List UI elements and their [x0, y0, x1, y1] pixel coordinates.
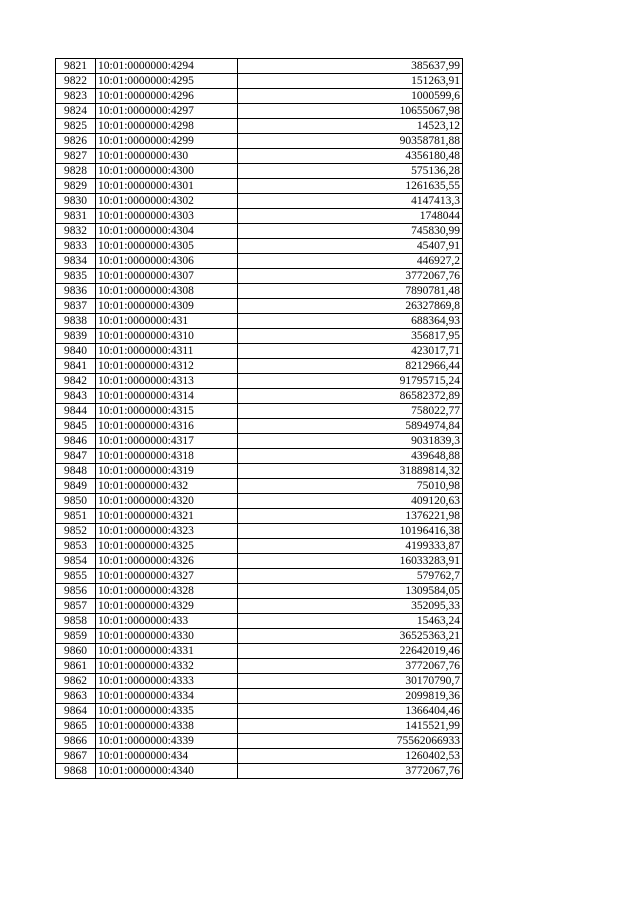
amount-cell: 446927,2 — [238, 254, 463, 269]
table-row — [56, 584, 463, 599]
table-row — [56, 239, 463, 254]
table-row — [56, 209, 463, 224]
amount-cell: 5894974,84 — [238, 419, 463, 434]
cadastral-number-cell: 10:01:0000000:4323 — [96, 524, 238, 539]
cadastral-number-cell: 10:01:0000000:4317 — [96, 434, 238, 449]
row-number-cell: 9854 — [56, 554, 96, 569]
table-row — [56, 299, 463, 314]
amount-cell: 352095,33 — [238, 599, 463, 614]
row-number-cell: 9831 — [56, 209, 96, 224]
row-number-cell: 9825 — [56, 119, 96, 134]
row-number-cell: 9853 — [56, 539, 96, 554]
cadastral-number-cell: 10:01:0000000:4299 — [96, 134, 238, 149]
cadastral-number-cell: 10:01:0000000:4309 — [96, 299, 238, 314]
table-row — [56, 509, 463, 524]
row-number-cell: 9822 — [56, 74, 96, 89]
table-row — [56, 719, 463, 734]
amount-cell: 745830,99 — [238, 224, 463, 239]
row-number-cell: 9863 — [56, 689, 96, 704]
table-row — [56, 434, 463, 449]
table-row — [56, 644, 463, 659]
row-number-cell: 9867 — [56, 749, 96, 764]
row-number-cell: 9856 — [56, 584, 96, 599]
cadastral-number-cell: 10:01:0000000:4311 — [96, 344, 238, 359]
amount-cell: 75010,98 — [238, 479, 463, 494]
table-row — [56, 74, 463, 89]
cadastral-number-cell: 10:01:0000000:4332 — [96, 659, 238, 674]
amount-cell: 1309584,05 — [238, 584, 463, 599]
ledger-table-body — [56, 59, 463, 779]
row-number-cell: 9844 — [56, 404, 96, 419]
cadastral-number-cell: 10:01:0000000:4320 — [96, 494, 238, 509]
row-number-cell: 9832 — [56, 224, 96, 239]
cadastral-number-cell: 10:01:0000000:4302 — [96, 194, 238, 209]
amount-cell: 10655067,98 — [238, 104, 463, 119]
row-number-cell: 9858 — [56, 614, 96, 629]
row-number-cell: 9830 — [56, 194, 96, 209]
amount-cell: 4147413,3 — [238, 194, 463, 209]
row-number-cell: 9839 — [56, 329, 96, 344]
table-row — [56, 179, 463, 194]
table-row — [56, 194, 463, 209]
cadastral-number-cell: 10:01:0000000:4316 — [96, 419, 238, 434]
row-number-cell: 9833 — [56, 239, 96, 254]
cadastral-number-cell: 10:01:0000000:4303 — [96, 209, 238, 224]
table-row — [56, 449, 463, 464]
cadastral-number-cell: 10:01:0000000:4304 — [96, 224, 238, 239]
row-number-cell: 9849 — [56, 479, 96, 494]
amount-cell: 1748044 — [238, 209, 463, 224]
row-number-cell: 9857 — [56, 599, 96, 614]
cadastral-number-cell: 10:01:0000000:4298 — [96, 119, 238, 134]
table-row — [56, 764, 463, 779]
row-number-cell: 9864 — [56, 704, 96, 719]
amount-cell: 409120,63 — [238, 494, 463, 509]
amount-cell: 1261635,55 — [238, 179, 463, 194]
amount-cell: 423017,71 — [238, 344, 463, 359]
amount-cell: 151263,91 — [238, 74, 463, 89]
row-number-cell: 9834 — [56, 254, 96, 269]
table-row — [56, 164, 463, 179]
amount-cell: 356817,95 — [238, 329, 463, 344]
amount-cell: 9031839,3 — [238, 434, 463, 449]
cadastral-number-cell: 10:01:0000000:4315 — [96, 404, 238, 419]
table-row — [56, 419, 463, 434]
table-row — [56, 659, 463, 674]
row-number-cell: 9868 — [56, 764, 96, 779]
cadastral-number-cell: 10:01:0000000:4296 — [96, 89, 238, 104]
cadastral-number-cell: 10:01:0000000:4310 — [96, 329, 238, 344]
amount-cell: 30170790,7 — [238, 674, 463, 689]
cadastral-number-cell: 10:01:0000000:4295 — [96, 74, 238, 89]
table-row — [56, 734, 463, 749]
row-number-cell: 9842 — [56, 374, 96, 389]
table-row — [56, 359, 463, 374]
cadastral-number-cell: 10:01:0000000:431 — [96, 314, 238, 329]
row-number-cell: 9862 — [56, 674, 96, 689]
cadastral-number-cell: 10:01:0000000:432 — [96, 479, 238, 494]
ledger-table — [55, 58, 463, 779]
row-number-cell: 9826 — [56, 134, 96, 149]
amount-cell: 86582372,89 — [238, 389, 463, 404]
table-row — [56, 344, 463, 359]
cadastral-number-cell: 10:01:0000000:4340 — [96, 764, 238, 779]
table-row — [56, 539, 463, 554]
row-number-cell: 9851 — [56, 509, 96, 524]
table-row — [56, 224, 463, 239]
cadastral-number-cell: 10:01:0000000:4294 — [96, 59, 238, 74]
cadastral-number-cell: 10:01:0000000:4321 — [96, 509, 238, 524]
table-row — [56, 119, 463, 134]
table-row — [56, 749, 463, 764]
table-row — [56, 599, 463, 614]
table-row — [56, 149, 463, 164]
row-number-cell: 9843 — [56, 389, 96, 404]
table-row — [56, 59, 463, 74]
row-number-cell: 9845 — [56, 419, 96, 434]
amount-cell: 3772067,76 — [238, 659, 463, 674]
amount-cell: 385637,99 — [238, 59, 463, 74]
table-row — [56, 374, 463, 389]
table-row — [56, 524, 463, 539]
amount-cell: 8212966,44 — [238, 359, 463, 374]
cadastral-number-cell: 10:01:0000000:4335 — [96, 704, 238, 719]
table-row — [56, 314, 463, 329]
row-number-cell: 9847 — [56, 449, 96, 464]
amount-cell: 688364,93 — [238, 314, 463, 329]
amount-cell: 4356180,48 — [238, 149, 463, 164]
amount-cell: 10196416,38 — [238, 524, 463, 539]
table-row — [56, 629, 463, 644]
row-number-cell: 9838 — [56, 314, 96, 329]
table-row — [56, 404, 463, 419]
row-number-cell: 9859 — [56, 629, 96, 644]
table-row — [56, 329, 463, 344]
cadastral-number-cell: 10:01:0000000:4297 — [96, 104, 238, 119]
amount-cell: 439648,88 — [238, 449, 463, 464]
amount-cell: 16033283,91 — [238, 554, 463, 569]
amount-cell: 22642019,46 — [238, 644, 463, 659]
row-number-cell: 9848 — [56, 464, 96, 479]
amount-cell: 45407,91 — [238, 239, 463, 254]
amount-cell: 90358781,88 — [238, 134, 463, 149]
row-number-cell: 9865 — [56, 719, 96, 734]
cadastral-number-cell: 10:01:0000000:4329 — [96, 599, 238, 614]
row-number-cell: 9866 — [56, 734, 96, 749]
cadastral-number-cell: 10:01:0000000:4333 — [96, 674, 238, 689]
cadastral-number-cell: 10:01:0000000:4300 — [96, 164, 238, 179]
row-number-cell: 9861 — [56, 659, 96, 674]
cadastral-number-cell: 10:01:0000000:4334 — [96, 689, 238, 704]
row-number-cell: 9829 — [56, 179, 96, 194]
table-row — [56, 554, 463, 569]
amount-cell: 3772067,76 — [238, 764, 463, 779]
cadastral-number-cell: 10:01:0000000:434 — [96, 749, 238, 764]
row-number-cell: 9824 — [56, 104, 96, 119]
amount-cell: 4199333,87 — [238, 539, 463, 554]
cadastral-number-cell: 10:01:0000000:4307 — [96, 269, 238, 284]
cadastral-number-cell: 10:01:0000000:4314 — [96, 389, 238, 404]
table-row — [56, 134, 463, 149]
table-row — [56, 704, 463, 719]
cadastral-number-cell: 10:01:0000000:4319 — [96, 464, 238, 479]
row-number-cell: 9841 — [56, 359, 96, 374]
table-row — [56, 254, 463, 269]
table-row — [56, 89, 463, 104]
row-number-cell: 9828 — [56, 164, 96, 179]
cadastral-number-cell: 10:01:0000000:433 — [96, 614, 238, 629]
amount-cell: 26327869,8 — [238, 299, 463, 314]
cadastral-number-cell: 10:01:0000000:4305 — [96, 239, 238, 254]
cadastral-number-cell: 10:01:0000000:4339 — [96, 734, 238, 749]
amount-cell: 31889814,32 — [238, 464, 463, 479]
cadastral-number-cell: 10:01:0000000:4330 — [96, 629, 238, 644]
amount-cell: 15463,24 — [238, 614, 463, 629]
table-row — [56, 614, 463, 629]
table-row — [56, 689, 463, 704]
table-row — [56, 674, 463, 689]
amount-cell: 3772067,76 — [238, 269, 463, 284]
amount-cell: 2099819,36 — [238, 689, 463, 704]
cadastral-number-cell: 10:01:0000000:4313 — [96, 374, 238, 389]
cadastral-number-cell: 10:01:0000000:430 — [96, 149, 238, 164]
row-number-cell: 9855 — [56, 569, 96, 584]
cadastral-number-cell: 10:01:0000000:4327 — [96, 569, 238, 584]
amount-cell: 1000599,6 — [238, 89, 463, 104]
row-number-cell: 9840 — [56, 344, 96, 359]
amount-cell: 758022,77 — [238, 404, 463, 419]
amount-cell: 1376221,98 — [238, 509, 463, 524]
cadastral-number-cell: 10:01:0000000:4328 — [96, 584, 238, 599]
row-number-cell: 9852 — [56, 524, 96, 539]
amount-cell: 575136,28 — [238, 164, 463, 179]
row-number-cell: 9860 — [56, 644, 96, 659]
row-number-cell: 9821 — [56, 59, 96, 74]
row-number-cell: 9827 — [56, 149, 96, 164]
cadastral-number-cell: 10:01:0000000:4312 — [96, 359, 238, 374]
cadastral-number-cell: 10:01:0000000:4338 — [96, 719, 238, 734]
cadastral-number-cell: 10:01:0000000:4325 — [96, 539, 238, 554]
row-number-cell: 9836 — [56, 284, 96, 299]
cadastral-number-cell: 10:01:0000000:4318 — [96, 449, 238, 464]
row-number-cell: 9823 — [56, 89, 96, 104]
cadastral-number-cell: 10:01:0000000:4326 — [96, 554, 238, 569]
cadastral-number-cell: 10:01:0000000:4306 — [96, 254, 238, 269]
amount-cell: 75562066933 — [238, 734, 463, 749]
table-row — [56, 479, 463, 494]
table-row — [56, 284, 463, 299]
cadastral-number-cell: 10:01:0000000:4331 — [96, 644, 238, 659]
amount-cell: 91795715,24 — [238, 374, 463, 389]
amount-cell: 36525363,21 — [238, 629, 463, 644]
amount-cell: 7890781,48 — [238, 284, 463, 299]
cadastral-number-cell: 10:01:0000000:4301 — [96, 179, 238, 194]
table-row — [56, 464, 463, 479]
table-row — [56, 494, 463, 509]
table-row — [56, 269, 463, 284]
row-number-cell: 9850 — [56, 494, 96, 509]
amount-cell: 14523,12 — [238, 119, 463, 134]
cadastral-number-cell: 10:01:0000000:4308 — [96, 284, 238, 299]
amount-cell: 1366404,46 — [238, 704, 463, 719]
amount-cell: 1260402,53 — [238, 749, 463, 764]
amount-cell: 1415521,99 — [238, 719, 463, 734]
row-number-cell: 9837 — [56, 299, 96, 314]
table-row — [56, 569, 463, 584]
table-row — [56, 104, 463, 119]
amount-cell: 579762,7 — [238, 569, 463, 584]
table-row — [56, 389, 463, 404]
row-number-cell: 9835 — [56, 269, 96, 284]
row-number-cell: 9846 — [56, 434, 96, 449]
